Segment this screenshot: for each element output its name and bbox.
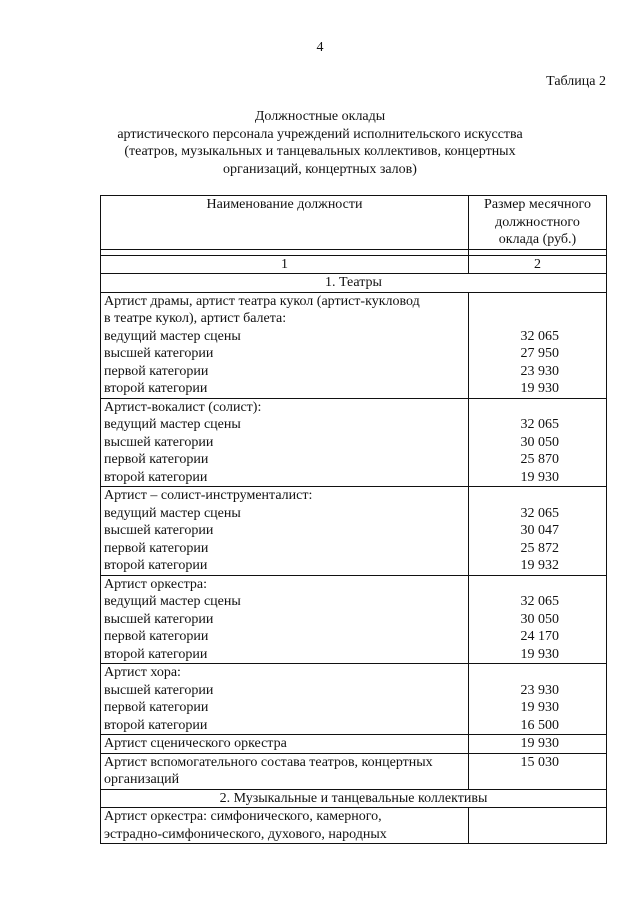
salary-value: 19 930 <box>520 700 559 715</box>
category-label: ведущий мастер сцены <box>104 417 241 432</box>
col2-header-line: оклада (руб.) <box>498 232 577 247</box>
category-label: ведущий мастер сцены <box>104 594 241 609</box>
salary-value: 19 930 <box>520 646 559 662</box>
salary-value: 32 065 <box>520 594 559 609</box>
position-group-names <box>101 664 469 735</box>
group-title: Артист драмы, артист театра кукол (артист-кукловод <box>104 293 420 309</box>
group-title: Артист оркестра: <box>104 576 207 592</box>
group-title: Артист хора: <box>104 665 181 680</box>
position-label: Артист сценического оркестра <box>104 736 287 751</box>
category-label: высшей категории <box>104 434 214 450</box>
spacer <box>469 399 603 417</box>
salary-value: 23 930 <box>520 363 559 379</box>
salary-value: 19 930 <box>520 381 559 396</box>
category-label: второй категории <box>104 717 208 733</box>
category-label: второй категории <box>104 558 208 573</box>
page-number: 4 <box>316 40 324 55</box>
position-group-names <box>101 487 469 576</box>
header-row <box>101 196 607 250</box>
title-line: (театров, музыкальных и танцевальных коллективов, концертных <box>124 144 516 159</box>
category-label: высшей категории <box>104 523 214 538</box>
position-group-row <box>101 292 607 398</box>
position-group-values <box>469 292 607 398</box>
section-row <box>101 789 607 808</box>
section-row <box>101 274 607 293</box>
position-group-row <box>101 398 607 487</box>
salary-value: 30 047 <box>520 523 559 538</box>
position-group-row <box>101 487 607 576</box>
category-label: второй категории <box>104 646 208 662</box>
title-line: Должностные оклады <box>254 109 386 124</box>
salary-value: 25 870 <box>520 452 559 467</box>
spacer <box>469 664 603 682</box>
category-label: высшей категории <box>104 611 214 627</box>
salary-table <box>100 195 607 844</box>
position-group-values <box>469 575 607 664</box>
salary-value: 15 030 <box>520 754 559 770</box>
salary-value: 23 930 <box>520 682 559 698</box>
position-group-row <box>101 664 607 735</box>
col2-header-line: Размер месячного <box>484 197 591 212</box>
position-group-values <box>469 487 607 576</box>
category-label: ведущий мастер сцены <box>104 328 241 344</box>
column-number-row <box>101 255 607 274</box>
salary-value: 32 065 <box>520 328 559 344</box>
position-value <box>469 735 607 754</box>
category-label: ведущий мастер сцены <box>104 505 241 521</box>
category-label: первой категории <box>104 540 209 556</box>
category-label: первой категории <box>104 452 209 467</box>
position-group-row <box>101 575 607 664</box>
col1-number: 1 <box>101 255 469 274</box>
title-line: организаций, концертных залов) <box>223 161 417 177</box>
salary-value: 32 065 <box>520 417 559 432</box>
position-group-names <box>101 398 469 487</box>
position-name <box>101 735 469 754</box>
category-label: высшей категории <box>104 682 214 698</box>
position-row <box>101 808 607 844</box>
spacer <box>469 310 603 328</box>
salary-value: 25 872 <box>520 540 559 556</box>
category-label: второй категории <box>104 469 208 485</box>
salary-value: 19 932 <box>520 558 559 573</box>
group-title: Артист-вокалист (солист): <box>104 399 262 415</box>
category-label: второй категории <box>104 381 208 396</box>
position-row <box>101 735 607 754</box>
position-group-values <box>469 398 607 487</box>
position-name <box>101 753 469 789</box>
salary-value: 19 930 <box>520 469 559 485</box>
category-label: первой категории <box>104 629 209 644</box>
position-row <box>101 753 607 789</box>
salary-value: 30 050 <box>520 611 559 627</box>
position-group-names <box>101 292 469 398</box>
position-value <box>469 753 607 789</box>
group-title: в театре кукол), артист балета: <box>104 311 287 326</box>
col2-header <box>469 196 607 250</box>
category-label: высшей категории <box>104 346 214 361</box>
position-label: организаций <box>104 772 180 787</box>
category-label: первой категории <box>104 700 209 715</box>
col2-number: 2 <box>469 255 607 274</box>
table-title <box>100 108 540 178</box>
col1-header: Наименование должности <box>101 196 469 250</box>
spacer <box>469 487 603 505</box>
table-label: Таблица 2 <box>546 74 606 89</box>
salary-value: 19 930 <box>520 736 559 751</box>
position-label: Артист оркестра: симфонического, камерного, <box>104 809 382 824</box>
salary-value: 30 050 <box>520 434 559 450</box>
title-line: артистического персонала учреждений исполнительского искусства <box>117 126 523 142</box>
category-label: первой категории <box>104 363 209 379</box>
position-group-names <box>101 575 469 664</box>
position-name <box>101 808 469 844</box>
position-label: эстрадно-симфонического, духового, народных <box>104 826 387 842</box>
col2-header-line: должностного <box>495 214 580 230</box>
position-value <box>469 808 607 844</box>
section-title: 1. Театры <box>101 274 607 293</box>
salary-value: 32 065 <box>520 505 559 521</box>
salary-value: 16 500 <box>520 717 559 733</box>
position-group-values <box>469 664 607 735</box>
position-label: Артист вспомогательного состава театров, концертных <box>104 754 433 770</box>
salary-value: 24 170 <box>520 629 559 644</box>
spacer <box>469 576 603 594</box>
spacer <box>469 293 603 311</box>
salary-value: 27 950 <box>520 346 559 361</box>
section-title: 2. Музыкальные и танцевальные коллективы <box>101 789 607 808</box>
group-title: Артист – солист-инструменталист: <box>104 488 313 503</box>
